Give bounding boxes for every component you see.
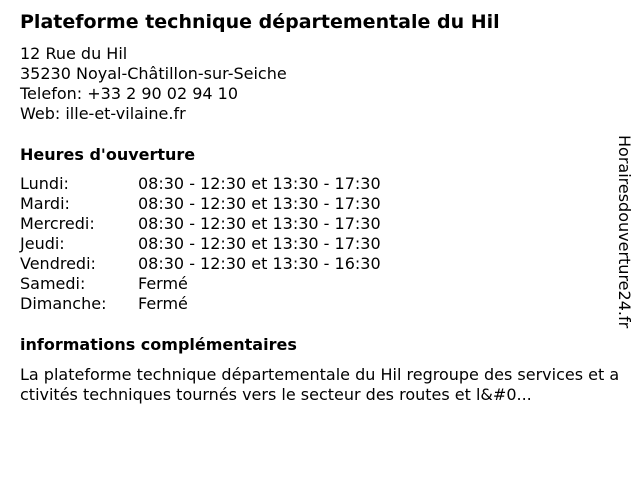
day-label: Mercredi:	[20, 214, 95, 233]
day-label: Vendredi:	[20, 254, 96, 273]
hours-row-saturday	[20, 274, 381, 294]
day-label: Samedi:	[20, 274, 86, 293]
day-label: Lundi:	[20, 174, 69, 193]
phone-number: Telefon: +33 2 90 02 94 10	[20, 84, 239, 103]
time-value: Fermé	[138, 274, 188, 293]
time-value: 08:30 - 12:30 et 13:30 - 17:30	[138, 214, 381, 233]
time-value: Fermé	[138, 294, 188, 313]
day-label: Jeudi:	[20, 234, 65, 253]
website: Web: ille-et-vilaine.fr	[20, 104, 186, 123]
time-value: 08:30 - 12:30 et 13:30 - 17:30	[138, 174, 381, 193]
city-address: 35230 Noyal-Châtillon-sur-Seiche	[20, 64, 287, 83]
page-title: Plateforme technique départementale du Hil	[20, 11, 500, 33]
day-label: Dimanche:	[20, 294, 107, 313]
hours-row-friday	[20, 254, 381, 274]
time-value: 08:30 - 12:30 et 13:30 - 17:30	[138, 194, 381, 213]
info-heading: informations complémentaires	[20, 335, 297, 354]
time-value: 08:30 - 12:30 et 13:30 - 17:30	[138, 234, 381, 253]
opening-hours-table	[20, 174, 381, 314]
address-block	[20, 44, 287, 124]
hours-row-thursday	[20, 234, 381, 254]
hours-row-monday	[20, 174, 381, 194]
hours-heading: Heures d'ouverture	[20, 145, 196, 164]
time-value: 08:30 - 12:30 et 13:30 - 16:30	[138, 254, 381, 273]
description-text: La plateforme technique départementale du Hil regroupe des services et activités techniques tournés vers le secteur des routes et l&#0...	[20, 365, 620, 404]
hours-row-wednesday	[20, 214, 381, 234]
hours-row-sunday	[20, 294, 381, 314]
day-label: Mardi:	[20, 194, 70, 213]
hours-row-tuesday	[20, 194, 381, 214]
street-address: 12 Rue du Hil	[20, 44, 128, 63]
watermark	[612, 135, 636, 345]
watermark-text: Horairesdouverture24.fr	[615, 135, 634, 329]
